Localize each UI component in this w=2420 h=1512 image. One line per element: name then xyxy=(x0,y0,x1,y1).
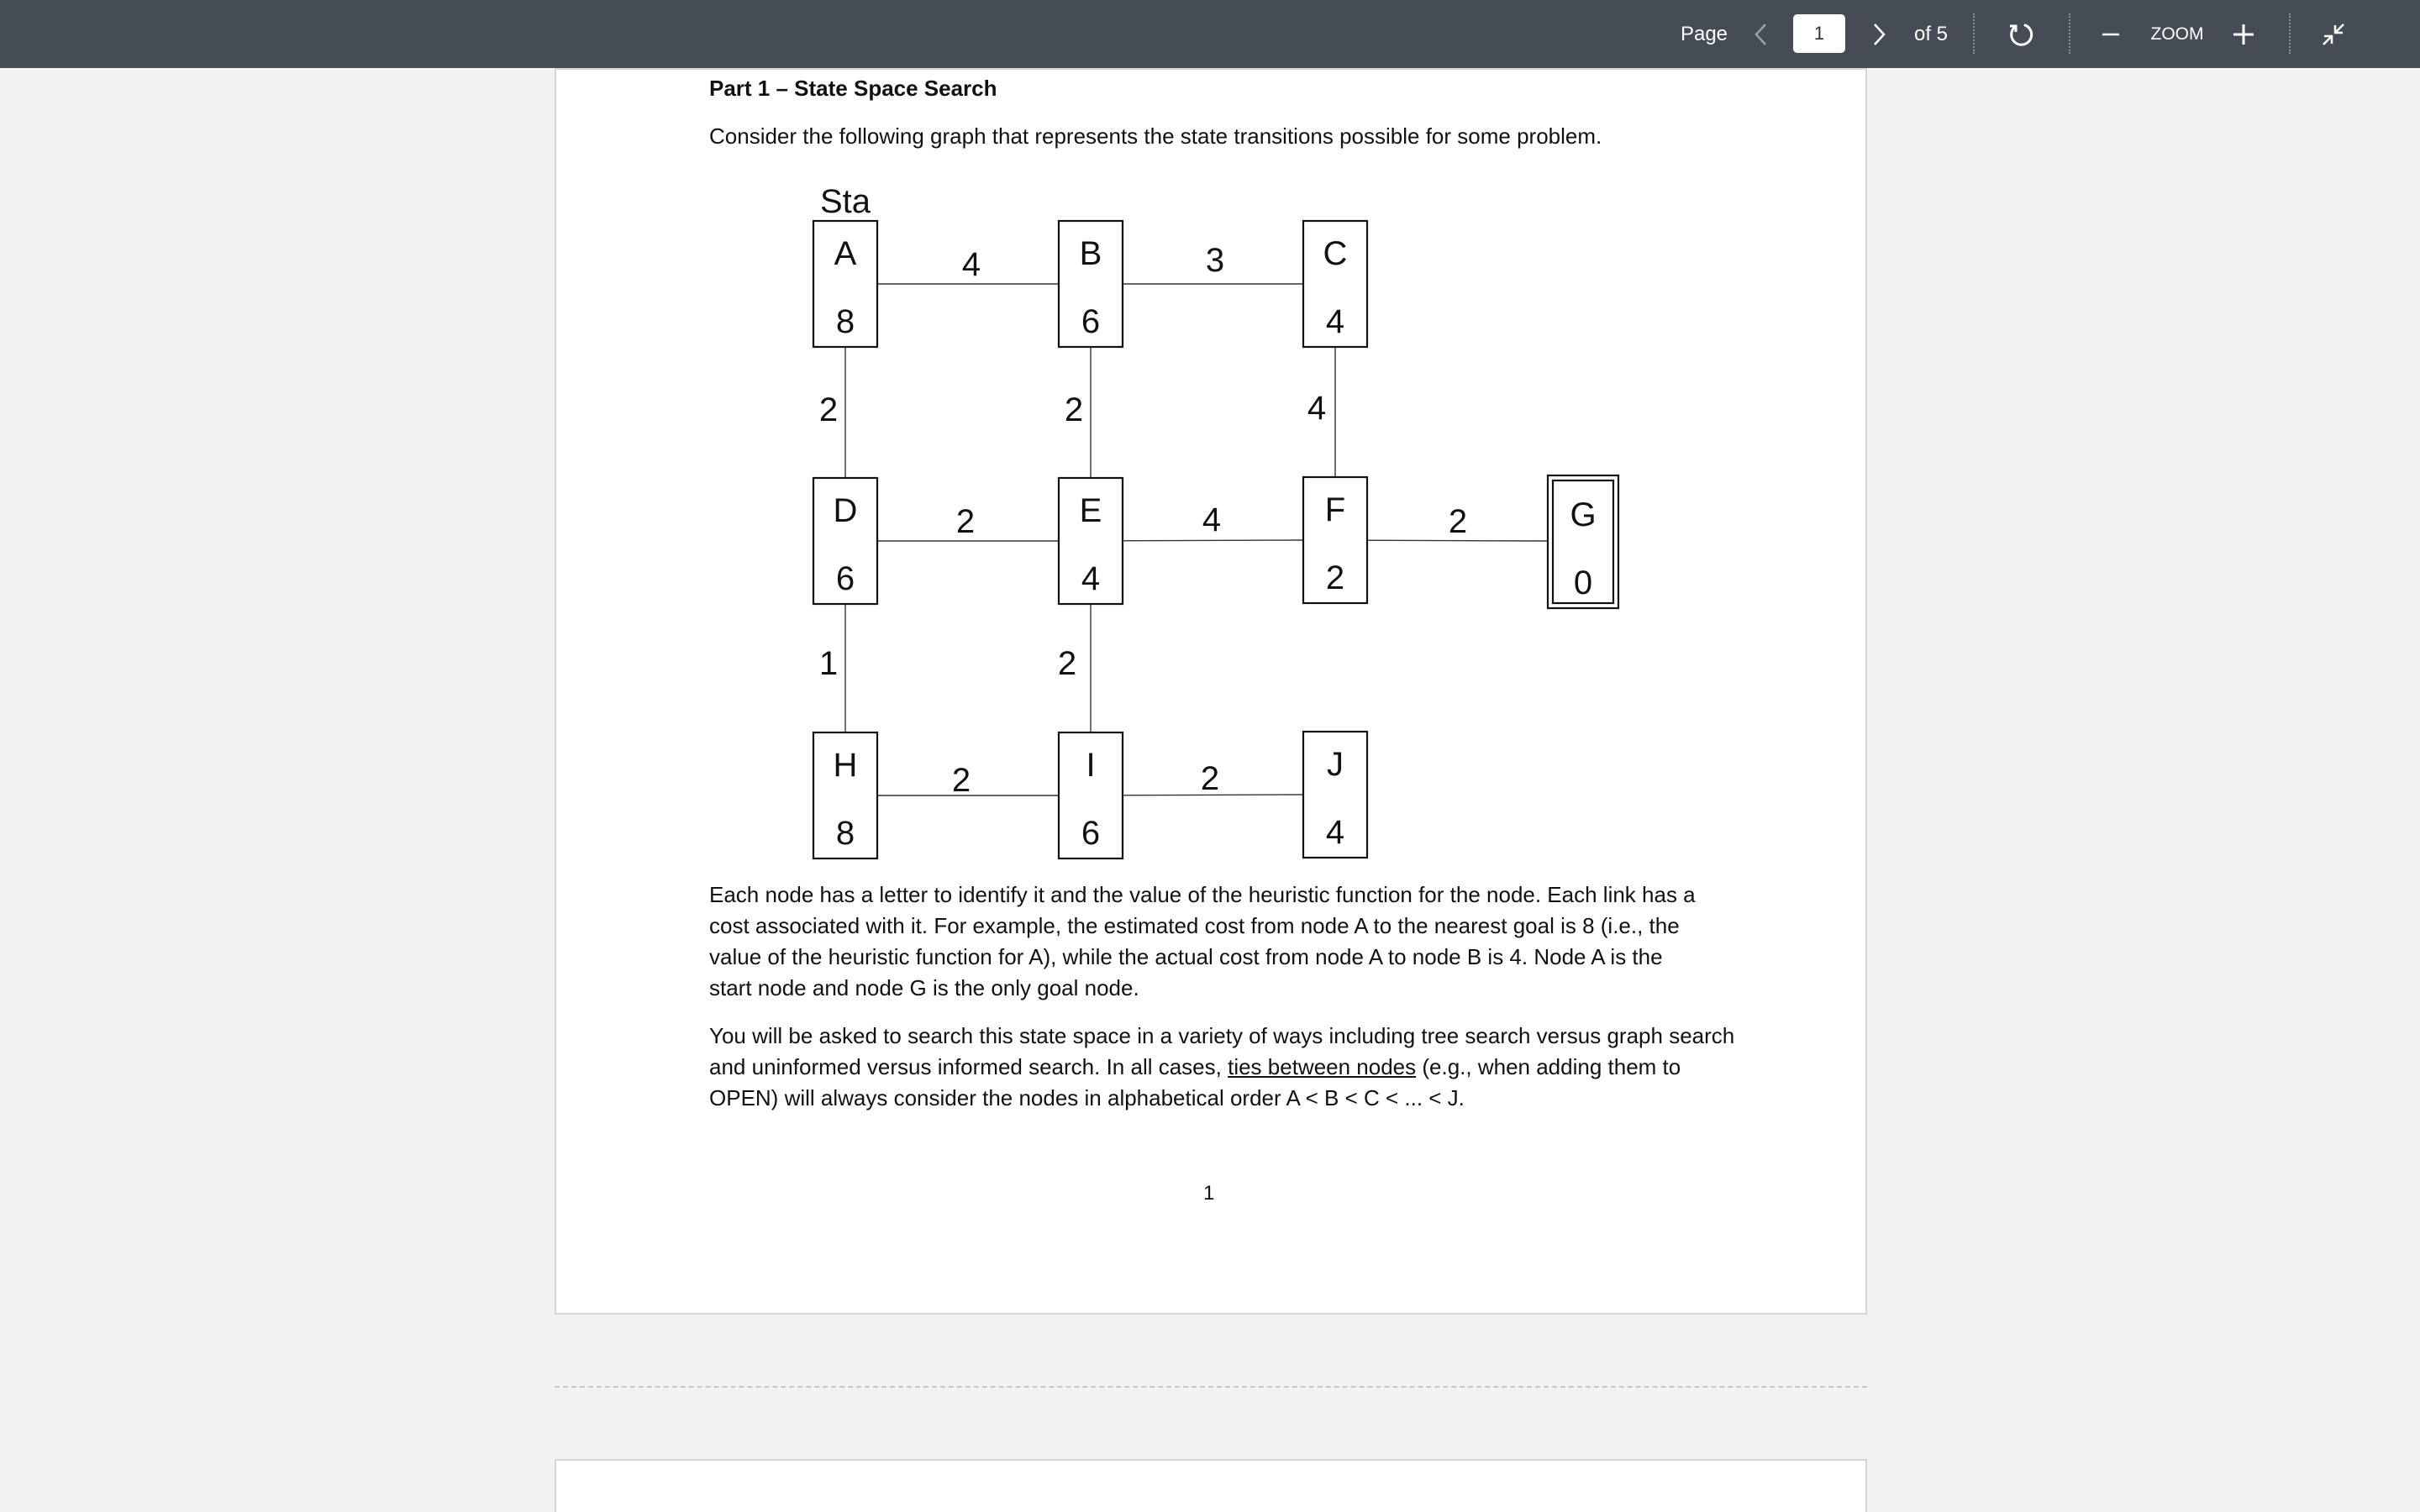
paragraph-line: start node and node G is the only goal node. xyxy=(709,975,1139,1000)
exit-fullscreen-button[interactable] xyxy=(2312,0,2354,68)
paragraph-line xyxy=(709,1052,1681,1083)
node-i-heuristic: 6 xyxy=(1081,815,1101,852)
next-page-button[interactable] xyxy=(1864,0,1894,68)
toolbar-divider xyxy=(1973,13,1975,54)
node-d-heuristic: 6 xyxy=(835,560,855,597)
node-d-letter: D xyxy=(833,492,858,529)
minus-icon xyxy=(2099,23,2123,46)
intro-text: Consider the following graph that represents the state transitions possible for some problem. xyxy=(709,123,1602,149)
edge-cost: 4 xyxy=(961,246,981,283)
toolbar-divider xyxy=(2069,13,2070,54)
rotate-button[interactable] xyxy=(2003,0,2040,68)
node-h-letter: H xyxy=(833,747,858,784)
node-h-heuristic: 8 xyxy=(835,815,855,852)
zoom-in-button[interactable] xyxy=(2227,0,2260,68)
node-g-heuristic: 0 xyxy=(1573,564,1593,601)
node-i-letter: I xyxy=(1086,747,1096,784)
paragraph-line: You will be asked to search this state space in a variety of ways including tree search versus graph search xyxy=(709,1023,1735,1048)
page-footer-number: 1 xyxy=(1203,1182,1215,1205)
zoom-label: ZOOM xyxy=(2150,24,2204,44)
state-space-graph xyxy=(556,70,1869,876)
chevron-right-icon xyxy=(1870,22,1887,47)
paragraph-text: and uninformed versus informed search. In all cases, xyxy=(709,1054,1228,1079)
node-b-letter: B xyxy=(1079,235,1102,272)
edge-cost: 2 xyxy=(818,391,839,428)
previous-page-button[interactable] xyxy=(1746,0,1776,68)
toolbar-divider xyxy=(2289,13,2291,54)
plus-icon xyxy=(2231,22,2256,47)
node-c-heuristic: 4 xyxy=(1325,303,1345,340)
node-f-heuristic: 2 xyxy=(1325,559,1345,596)
paragraph-line: OPEN) will always consider the nodes in alphabetical order A < B < C < ... < J. xyxy=(709,1085,1465,1110)
node-f-letter: F xyxy=(1324,491,1346,528)
pdf-page-1 xyxy=(555,68,1867,1315)
edge-cost: 3 xyxy=(1205,242,1225,279)
edge-cost: 2 xyxy=(1057,645,1077,682)
underlined-phrase: ties between nodes xyxy=(1228,1054,1417,1079)
node-a-letter: A xyxy=(834,235,857,272)
edge-cost: 2 xyxy=(955,503,976,540)
paragraph-line: value of the heuristic function for A), while the actual cost from node A to node B is 4. Node A is the xyxy=(709,944,1663,969)
node-j-letter: J xyxy=(1327,746,1344,783)
page-number-input[interactable] xyxy=(1793,14,1845,53)
node-c-letter: C xyxy=(1323,235,1348,272)
rotate-icon xyxy=(2007,19,2037,50)
pdf-viewer-toolbar xyxy=(0,0,2420,68)
page-count: of 5 xyxy=(1913,22,1949,45)
section-heading: Part 1 – State Space Search xyxy=(709,76,997,101)
paragraph-text: (e.g., when adding them to xyxy=(1416,1054,1681,1079)
node-g-letter: G xyxy=(1570,496,1597,533)
node-j-heuristic: 4 xyxy=(1325,814,1345,851)
paragraph-line: cost associated with it. For example, the estimated cost from node A to the nearest goal is 8 (i.e., the xyxy=(709,913,1680,938)
zoom-out-button[interactable] xyxy=(2094,0,2128,68)
chevron-left-icon xyxy=(1753,22,1770,47)
edge-cost: 4 xyxy=(1307,390,1327,427)
graph-edges xyxy=(815,284,1550,795)
edge-cost: 1 xyxy=(818,645,839,682)
start-label: Sta xyxy=(819,183,871,220)
page-label: Page xyxy=(1680,22,1728,45)
pdf-page-2 xyxy=(555,1459,1867,1512)
page-separator xyxy=(555,1386,1867,1388)
node-b-heuristic: 6 xyxy=(1081,303,1101,340)
node-e-heuristic: 4 xyxy=(1081,560,1101,597)
edge-cost: 2 xyxy=(1200,760,1220,797)
edge-cost: 2 xyxy=(1064,391,1084,428)
node-a-heuristic: 8 xyxy=(835,303,855,340)
collapse-icon xyxy=(2318,19,2349,50)
edge-cost: 4 xyxy=(1202,501,1222,538)
node-e-letter: E xyxy=(1079,492,1102,529)
edge-cost: 2 xyxy=(1448,503,1468,540)
paragraph-line: Each node has a letter to identify it and the value of the heuristic function for the node. Each link has a xyxy=(709,882,1696,907)
edge-cost: 2 xyxy=(951,762,971,799)
